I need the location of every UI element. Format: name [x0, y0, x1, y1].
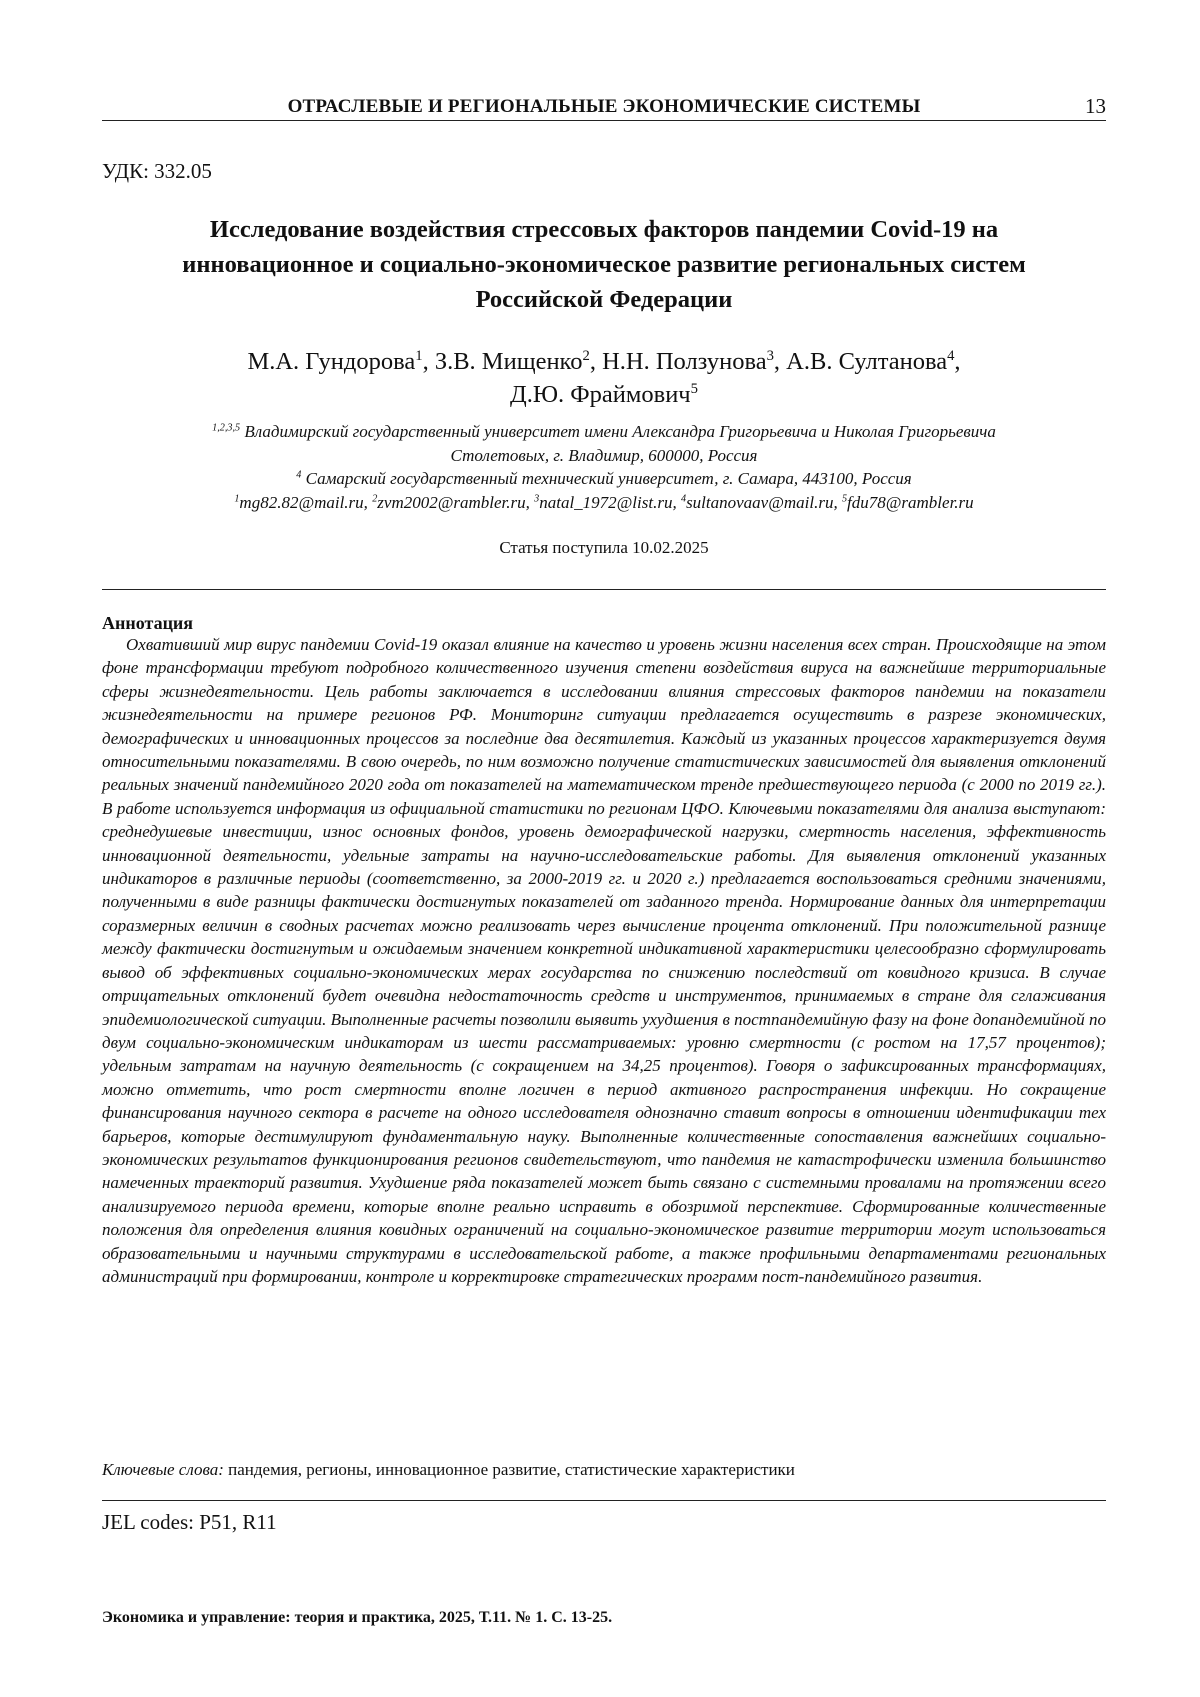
title-line: Исследование воздействия стрессовых факторов пандемии Covid-19 на [102, 212, 1106, 247]
author-sup: 5 [691, 381, 698, 397]
paper-title [102, 212, 1106, 317]
author-sup: 1 [415, 348, 422, 364]
jel-codes: JEL codes: P51, R11 [102, 1510, 277, 1535]
author-name: Н.Н. Ползунова [602, 348, 767, 375]
keywords-label: Ключевые слова: [102, 1460, 224, 1479]
email-link[interactable]: mg82.82@mail.ru, [239, 493, 368, 512]
affiliation-sup: 4 [296, 469, 301, 480]
journal-citation: Экономика и управление: теория и практика, 2025, Т.11. № 1. С. 13-25. [102, 1609, 612, 1627]
title-line: инновационное и социально-экономическое развитие региональных систем [102, 247, 1106, 282]
title-line: Российской Федерации [102, 282, 1106, 317]
page-number: 13 [1085, 94, 1106, 119]
email-link[interactable]: fdu78@rambler.ru [847, 493, 974, 512]
email-link[interactable]: zvm2002@rambler.ru, [377, 493, 530, 512]
author-sup: 4 [947, 348, 954, 364]
author-line [102, 378, 1106, 411]
email-line [102, 491, 1106, 515]
affiliation-line [102, 444, 1106, 468]
affiliation-line [102, 467, 1106, 491]
affiliation-line [102, 420, 1106, 444]
email-sup: 5 [842, 493, 847, 504]
abstract-text: Охвативший мир вирус пандемии Covid-19 оказал влияние на качество и уровень жизни населения всех стран. Происходящие на этом фоне трансформации требуют подробного количественного изучения степени воздействия вируса на важнейшие территориальные сферы жизнедеятельности. Цель работы заключается в исследовании влияния стрессовых факторов пандемии на показатели жизнедеятельности на примере регионов РФ. Мониторинг ситуации предлагается осуществить в разрезе экономических, демографических и инновационных процессов за последние два десятилетия. Каждый из указанных процессов характеризуется двумя относительными показателями. В свою очередь, по ним возможно получение статистических зависимостей для выявления отклонений реальных значений пандемийного 2020 года от показателей на математическом тренде предшествующего периода (с 2000 по 2019 гг.). В работе используется информация из официальной статистики по регионам ЦФО. Ключевыми показателями для анализа выступают: среднедушевые инвестиции, износ основных фондов, уровень демографической нагрузки, смертность населения, эффективность инновационной деятельности, удельные затраты на научно-исследовательские работы. Для выявления отклонений указанных индикаторов в различные периоды (соответственно, за 2000-2019 гг. и 2020 г.) предлагается воспользоваться средними значениями, полученными в виде разницы фактически достигнутых показателей от заданного тренда. Нормирование данных для интерпретации соразмерных величин в сводных расчетах можно реализовать через вычисление процента отклонений. При положительной разнице между фактически достигнутым и ожидаемым значением конкретной индикативной характеристики целесообразно сформулировать вывод об эффективных социально-экономических мерах государства по снижению последствий от ковидного кризиса. В случае отрицательных отклонений будет очевидна недостаточность средств и инструментов, принимаемых в стране для сглаживания эпидемиологической ситуации. Выполненные расчеты позволили выявить ухудшения в постпандемийную фазу на фоне допандемийной по двум социально-экономическим индикаторам из шести рассматриваемых: уровню смертности (с ростом на 17,57 процентов); удельным затратам на научную деятельность (с сокращением на 34,25 процентов). Говоря о зафиксированных трансформациях, можно отметить, что рост смертности вполне логичен в период активного распространения инфекции. Но сокращение финансирования научного сектора в расчете на одного исследователя однозначно ставит вопросы в отношении идентификации тех барьеров, которые дестимулируют фундаментальную науку. Выполненные количественные сопоставления важнейших социально-экономических результатов функционирования регионов свидетельствуют, что пандемия не катастрофически изменила большинство намеченных траекторий развития. Ухудшение ряда показателей может быть связано с системными провалами на протяжении всего анализируемого периода времени, которые вполне реально исправить в обозримой перспективе. Сформированные количественные положения для определения влияния ковидных ограничений на социально-экономическое развитие территории могут использоваться образовательными и научными структурами в исследовательской работе, а также профильными департаментами региональных администраций при формировании, контроле и корректировке стратегических программ пост-пандемийного развития. [102, 633, 1106, 1288]
author-name: А.В. Султанова [786, 348, 947, 375]
email-link[interactable]: natal_1972@list.ru, [539, 493, 677, 512]
affiliation-text: Самарский государственный технический университет, г. Самара, 443100, Россия [306, 469, 912, 488]
divider-top [102, 589, 1106, 590]
keywords-text: пандемия, регионы, инновационное развитие, статистические характеристики [224, 1460, 795, 1479]
author-sup: 3 [767, 348, 774, 364]
email-sup: 2 [372, 493, 377, 504]
author-name: М.А. Гундорова [247, 348, 415, 375]
email-sup: 3 [534, 493, 539, 504]
author-sup: 2 [582, 348, 589, 364]
received-date: Статья поступила 10.02.2025 [102, 538, 1106, 558]
affiliations [102, 420, 1106, 514]
running-title: ОТРАСЛЕВЫЕ И РЕГИОНАЛЬНЫЕ ЭКОНОМИЧЕСКИЕ СИСТЕМЫ [102, 96, 1106, 118]
author-list [102, 345, 1106, 411]
divider-bottom [102, 1500, 1106, 1501]
running-header [102, 94, 1106, 121]
keywords [102, 1460, 1106, 1480]
email-link[interactable]: sultanovaav@mail.ru, [686, 493, 838, 512]
udk-code: УДК: 332.05 [102, 159, 212, 184]
affiliation-sup: 1,2,3,5 [212, 422, 240, 433]
author-line: М.А. Гундорова1, З.В. Мищенко2, Н.Н. Ползунова3, А.В. Султанова4, [102, 345, 1106, 378]
affiliation-text: Владимирский государственный университет имени Александра Григорьевича и Николая Григорьевича [244, 422, 995, 441]
email-sup: 1 [234, 493, 239, 504]
email-sup: 4 [681, 493, 686, 504]
author-name: З.В. Мищенко [435, 348, 583, 375]
paper-page [0, 0, 1200, 1697]
abstract-heading: Аннотация [102, 613, 193, 634]
author-name: Д.Ю. Фраймович [510, 381, 691, 408]
affiliation-text: Столетовых, г. Владимир, 600000, Россия [451, 446, 758, 465]
